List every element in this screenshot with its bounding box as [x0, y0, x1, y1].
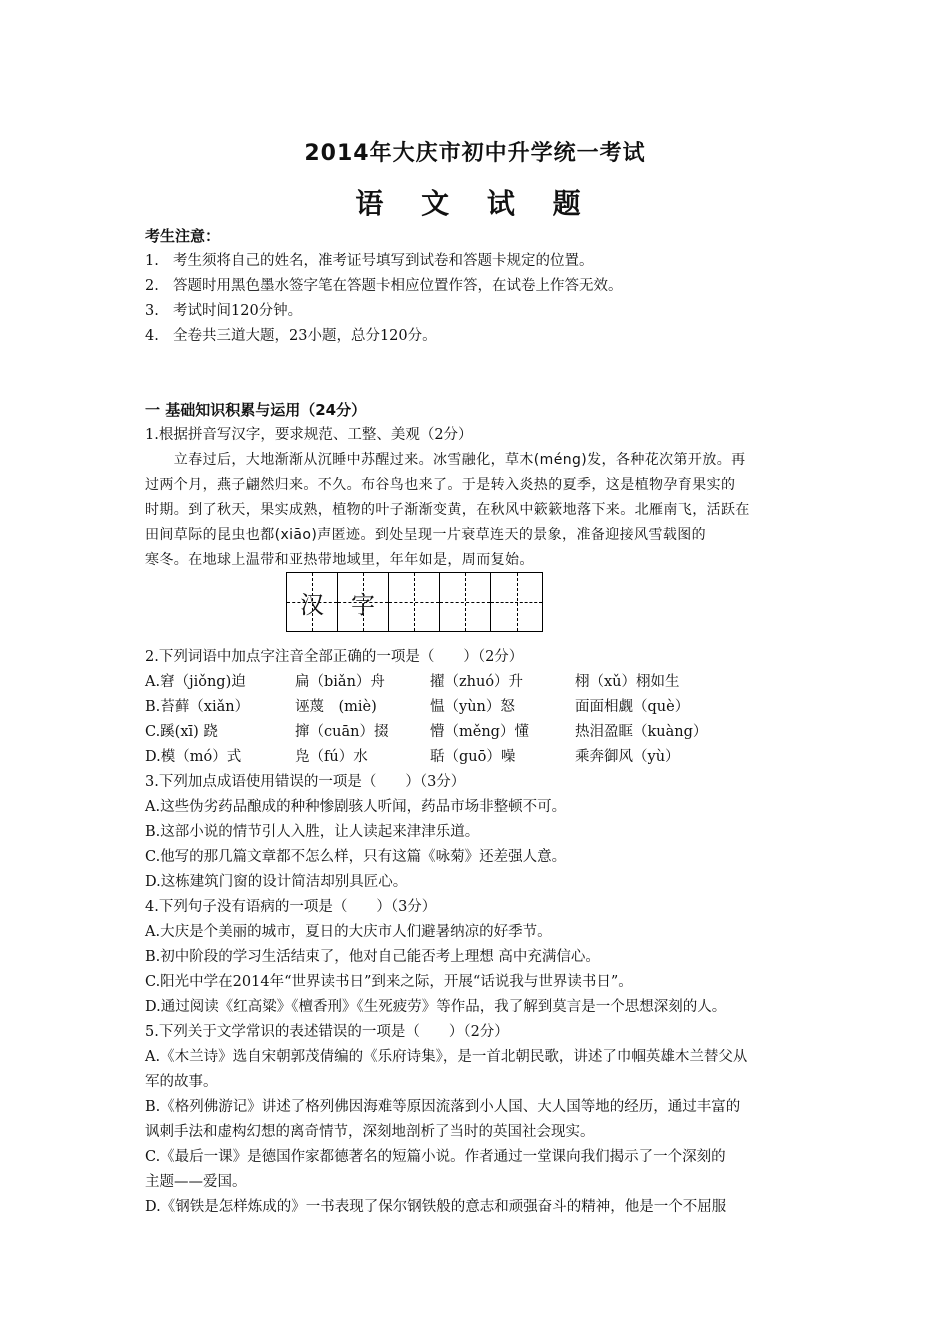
notice-item: 2. 答题时用黑色墨水签字笔在答题卡相应位置作答，在试卷上作答无效。	[145, 278, 623, 294]
option-line: 军的故事。	[145, 1074, 218, 1090]
option-line: A.大庆是个美丽的城市，夏日的大庆市人们避暑纳凉的好季节。	[145, 924, 552, 940]
option-line: B.这部小说的情节引人入胜，让人读起来津津乐道。	[145, 824, 480, 840]
grid-cell[interactable]	[389, 573, 440, 631]
grid-cell[interactable]	[491, 573, 542, 631]
option-row: D.模（mó）式 凫（fú）水 聒（guō）噪 乘奔御风（yù）	[145, 749, 680, 765]
notice-section	[145, 224, 815, 349]
passage-line: 时期。到了秋天，果实成熟，植物的叶子渐渐变黄，在秋风中簌簌地落下来。北雁南飞，活跃在	[145, 502, 750, 518]
option-line: B.初中阶段的学习生活结束了，他对自己能否考上理想 高中充满信心。	[145, 949, 600, 965]
option-line: C.《最后一课》是德国作家都德著名的短篇小说。作者通过一堂课向我们揭示了一个深刻的	[145, 1149, 726, 1165]
option-row: A.窘（jiǒng)迫 扁（biǎn）舟 擢（zhuó）升 栩（xǔ）栩如生	[145, 674, 680, 690]
option-row: B.苔藓（xiǎn） 诬蔑 (miè) 愠（yùn）怒 面面相觑（què）	[145, 699, 690, 715]
passage-line: 立春过后，大地渐渐从沉睡中苏醒过来。冰雪融化，草木(méng)发，各种花次第开放。再	[145, 452, 746, 468]
grid-cell[interactable]: 字	[338, 573, 389, 631]
passage-line: 过两个月，燕子翩然归来。不久。布谷鸟也来了。于是转入炎热的夏季，这是植物孕育果实的	[145, 477, 736, 493]
option-line: 讽刺手法和虚构幻想的离奇情节，深刻地剖析了当时的英国社会现实。	[145, 1124, 595, 1140]
option-line: 主题——爱国。	[145, 1174, 247, 1190]
exam-subtitle: 语 文 试 题	[355, 187, 595, 220]
option-row: C.蹊(xī) 跷 撺（cuān）掇 懵（měng）懂 热泪盈眶（kuàng）	[145, 724, 708, 740]
notice-item: 4. 全卷共三道大题，23小题，总分120分。	[145, 328, 437, 344]
option-line: A.这些伪劣药品酿成的种种惨剧骇人听闻，药品市场非整顿不可。	[145, 799, 567, 815]
questions-2-5	[145, 645, 815, 1220]
passage-line: 寒冬。在地球上温带和亚热带地域里，年年如是，周而复始。	[145, 552, 534, 568]
grid-cell[interactable]	[440, 573, 491, 631]
option-line: D.这栋建筑门窗的设计简洁却别具匠心。	[145, 874, 408, 890]
character-writing-grid[interactable]	[286, 572, 543, 632]
option-line: D.《钢铁是怎样炼成的》一书表现了保尔钢铁般的意志和顽强奋斗的精神，他是一个不屈服	[145, 1199, 727, 1215]
notice-item: 1. 考生须将自己的姓名，准考证号填写到试卷和答题卡规定的位置。	[145, 253, 594, 269]
question-5-stem: 5.下列关于文学常识的表述错误的一项是（ ）（2分）	[145, 1024, 509, 1040]
passage-line: 田间草际的昆虫也都(xiāo)声匿迹。到处呈现一片衰草连天的景象，准备迎接风雪载图的	[145, 527, 707, 543]
option-line: B.《格列佛游记》讲述了格列佛因海难等原因流落到小人国、大人国等地的经历，通过丰富的	[145, 1099, 741, 1115]
option-line: D.通过阅读《红高粱》《檀香刑》《生死疲劳》等作品，我了解到莫言是一个思想深刻的人。	[145, 999, 727, 1015]
section-1	[145, 398, 815, 573]
question-3-stem: 3.下列加点成语使用错误的一项是（ ）（3分）	[145, 774, 466, 790]
grid-cell[interactable]: 汉	[287, 573, 338, 631]
exam-title: 2014年大庆市初中升学统一考试	[304, 141, 646, 166]
notice-item: 3. 考试时间120分钟。	[145, 303, 303, 319]
option-line: C.他写的那几篇文章都不怎么样，只有这篇《咏菊》还差强人意。	[145, 849, 567, 865]
question-1-stem: 1.根据拼音写汉字，要求规范、工整、美观（2分）	[145, 427, 473, 443]
question-1-passage	[145, 448, 815, 573]
option-line: C.阳光中学在2014年“世界读书日”到来之际，开展“话说我与世界读书日”。	[145, 974, 633, 990]
section-heading: 一 基础知识积累与运用（24分）	[145, 401, 367, 419]
option-line: A.《木兰诗》选自宋朝郭茂倩编的《乐府诗集》，是一首北朝民歌，讲述了巾帼英雄木兰替父从	[145, 1049, 748, 1065]
question-4-stem: 4.下列句子没有语病的一项是（ ）（3分）	[145, 899, 437, 915]
question-2-stem: 2.下列词语中加点字注音全部正确的一项是（ ）（2分）	[145, 649, 524, 665]
notice-heading: 考生注意：	[145, 227, 221, 245]
